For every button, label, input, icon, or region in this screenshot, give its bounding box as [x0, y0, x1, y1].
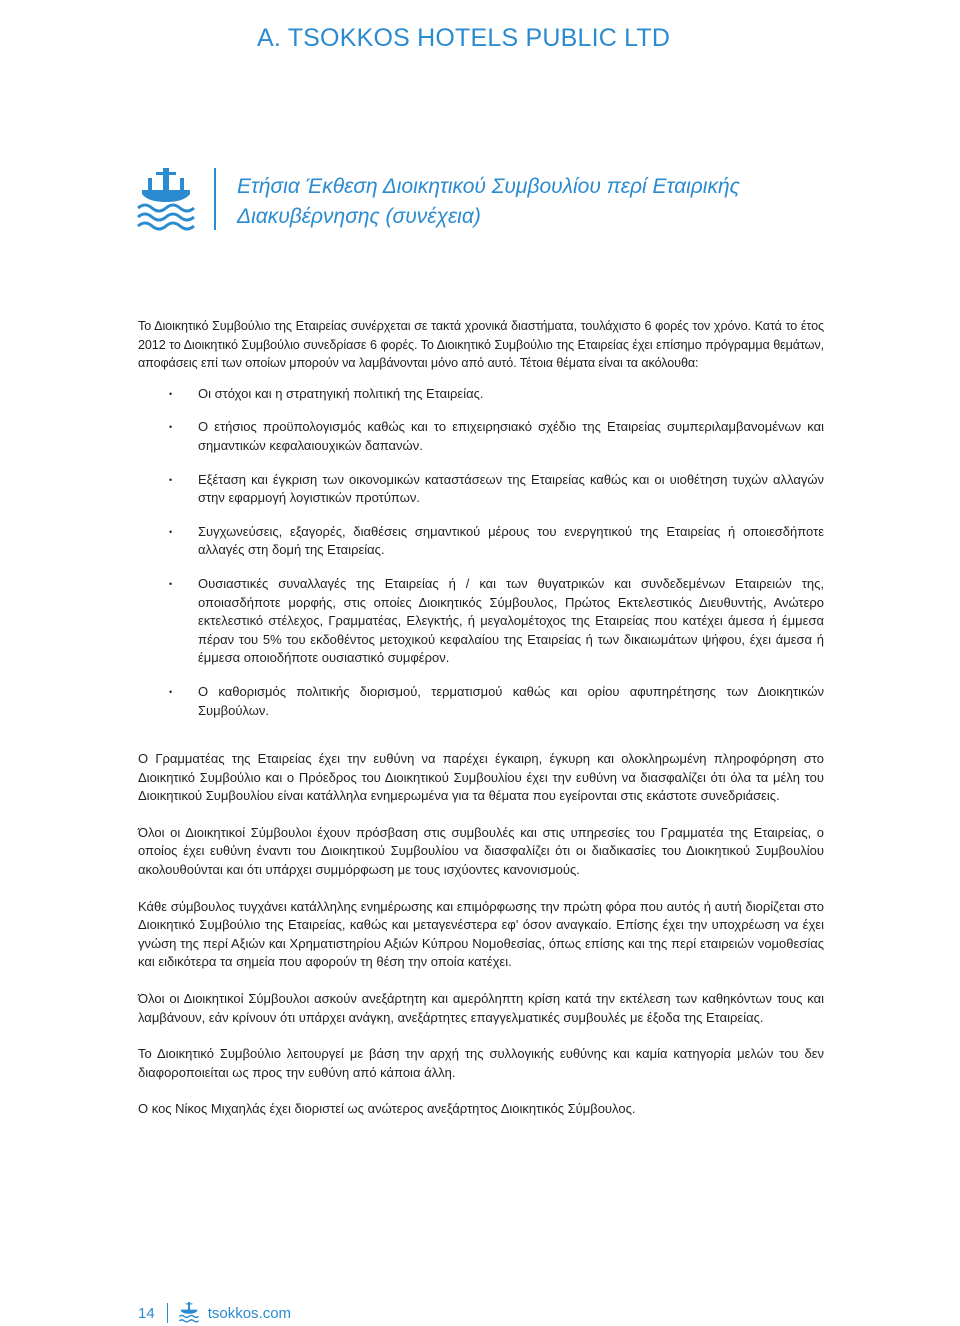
page-footer — [138, 1300, 291, 1326]
bullet-icon: • — [169, 422, 173, 433]
list-item-text: Ο καθορισμός πολιτικής διορισμού, τερματισμού καθώς και ορίου αφυπηρέτησης των Διοικητικών Συμβούλων. — [198, 683, 824, 718]
section-title — [237, 172, 857, 232]
intro-paragraph: Το Διοικητικό Συμβούλιο της Εταιρείας συνέρχεται σε τακτά χρονικά διαστήματα, τουλάχιστο 6 φορές τον χρόνο. Κατά το έτος 2012 το Διοικητικό Συμβούλιο συνεδρίασε 6 φορές. Το Διοικητικό Συμβούλιο της Εταιρείας έχει επίσημο πρόγραμμα θεμάτων, αποφάσεις επί των οποίων μπορούν να λαμβάνονται μόνο από αυτό. Τέτοια θέματα είναι τα ακόλουθα: — [138, 319, 824, 371]
bullet-icon: • — [169, 578, 173, 589]
company-header: A. TSOKKOS HOTELS PUBLIC LTD — [257, 24, 671, 52]
document-body — [138, 317, 824, 1119]
paragraph-training: Κάθε σύμβουλος τυγχάνει κατάλληλης ενημέρωσης και επιμόρφωσης την πρώτη φόρα που αυτός ή αυτή διορίζεται στο Διοικητικό Συμβούλιο της Εταιρείας, καθώς και μεταγενέστερα εφ' όσον αναγκαίο. Επίσης έχει την υποχρέωση να έχει γνώση της περί Αξιών και Χρηματιστηρίου Αξιών Κύπρου Νομοθεσίας, όπως επίσης και της περί εταιρειών νομοθεσίας και ειδικότερα τα σημεία που αφορούν τη θέση την οποία κατέχει. — [138, 898, 824, 970]
paragraph-secretary: Ο Γραμματέας της Εταιρείας έχει την ευθύνη να παρέχει έγκαιρη, έγκυρη και ολοκληρωμένη πληροφόρηση στο Διοικητικό Συμβούλιο και ο Πρόεδρος του Διοικητικού Συμβουλίου έχει την ευθύνη να διασφαλίζει ότι όλα τα μέλη του Διοικητικού Συμβουλίου είναι κατάλληλα ενημερωμένα για τα θέματα που εγείρονται στις εκάστοτε συνεδριάσεις. — [138, 751, 824, 804]
list-item — [138, 418, 824, 455]
list-item-text: Συγχωνεύσεις, εξαγορές, διαθέσεις σημαντικού μέρους του ενεργητικού της Εταιρείας ή οποιεσδήποτε αλλαγές στη δομή της Εταιρείας. — [198, 523, 824, 558]
list-item — [138, 385, 824, 404]
bullet-icon: • — [169, 474, 173, 485]
list-item — [138, 523, 824, 560]
section-title-line-2: Διακυβέρνησης (συνέχεια) — [237, 205, 481, 228]
ship-waves-logo-icon — [178, 1302, 200, 1324]
list-item — [138, 683, 824, 720]
paragraph-access: Όλοι οι Διοικητικοί Σύμβουλοι έχουν πρόσβαση στις συμβουλές και στις υπηρεσίες του Γραμματέα της Εταιρείας, ο οποίος έχει ευθύνη έναντι του Διοικητικού Συμβουλίου να διασφαλίζει ότι οι διαδικασίες του Διοικητικού Συμβουλίου ακολουθούνται και ότι υπάρχει συμμόρφωση με τους ισχύοντες κανονισμούς. — [138, 824, 824, 878]
paragraph-independence: Όλοι οι Διοικητικοί Σύμβουλοι ασκούν ανεξάρτητη και αμερόληπτη κρίση κατά την εκτέλεση των καθηκόντων τους και λαμβάνουν, εάν κρίνουν ότι υπάρχει ανάγκη, ανεξάρτητες επαγγελματικές συμβουλές με έξοδα της Εταιρείας. — [138, 991, 824, 1025]
section-title-line-1: Ετήσια Έκθεση Διοικητικού Συμβουλίου περί Εταιρικής — [237, 175, 740, 198]
list-item — [138, 471, 824, 508]
bullet-list — [138, 385, 824, 720]
title-divider — [214, 168, 216, 230]
list-item — [138, 575, 824, 668]
ship-waves-logo-icon — [136, 168, 196, 232]
list-item-text: Εξέταση και έγκριση των οικονομικών καταστάσεων της Εταιρείας καθώς και οι υιοθέτηση τυχών αλλαγών στην εφαρμογή λογιστικών προτύπων. — [198, 471, 824, 506]
footer-divider — [167, 1303, 168, 1323]
list-item-text: Ο ετήσιος προϋπολογισμός καθώς και το επιχειρησιακό σχέδιο της Εταιρείας συμπεριλαμβανομένων και σημαντικών κεφαλαιουχικών δαπανών. — [198, 419, 824, 453]
bullet-icon: • — [169, 526, 173, 537]
bullet-icon: • — [169, 388, 173, 399]
list-item-text: Ουσιαστικές συναλλαγές της Εταιρείας ή / και των θυγατρικών και συνδεδεμένων Εταιρειών της, οποιασδήποτε μορφής, στις οποίες Διοικητικός Σύμβουλος, Πρώτος Εκτελεστικός Διευθυντής, Ανώτερο εκτελεστικό στέλεχος, Γραμματέας, Ελεγκτής, ή μεγαλομέτοχος της Εταιρείας που κατέχει άμεσα ή έμμεσα πέραν του 5% του εκδοθέντος μετοχικού κεφαλαίου της Εταιρείας ή των δικαιωμάτων ψήφου, έχει άμεσα ή έμμεσα οποιοδήποτε ουσιαστικό συμφέρον. — [198, 575, 824, 666]
page-number: 14 — [138, 1304, 155, 1322]
bullet-icon: • — [169, 686, 173, 697]
paragraph-senior-director: Ο κος Νίκος Μιχαηλάς έχει διοριστεί ως ανώτερος ανεξάρτητος Διοικητικός Σύμβουλος. — [138, 1101, 636, 1117]
list-item-text: Οι στόχοι και η στρατηγική πολιτική της Εταιρείας. — [198, 385, 484, 401]
website-link[interactable]: tsokkos.com — [207, 1304, 292, 1322]
paragraph-collective-responsibility: Το Διοικητικό Συμβούλιο λειτουργεί με βάση την αρχή της συλλογικής ευθύνης και καμία κατηγορία μελών του δεν διαφοροποιείται ως προς την ευθύνη από κάποια άλλη. — [138, 1046, 824, 1080]
